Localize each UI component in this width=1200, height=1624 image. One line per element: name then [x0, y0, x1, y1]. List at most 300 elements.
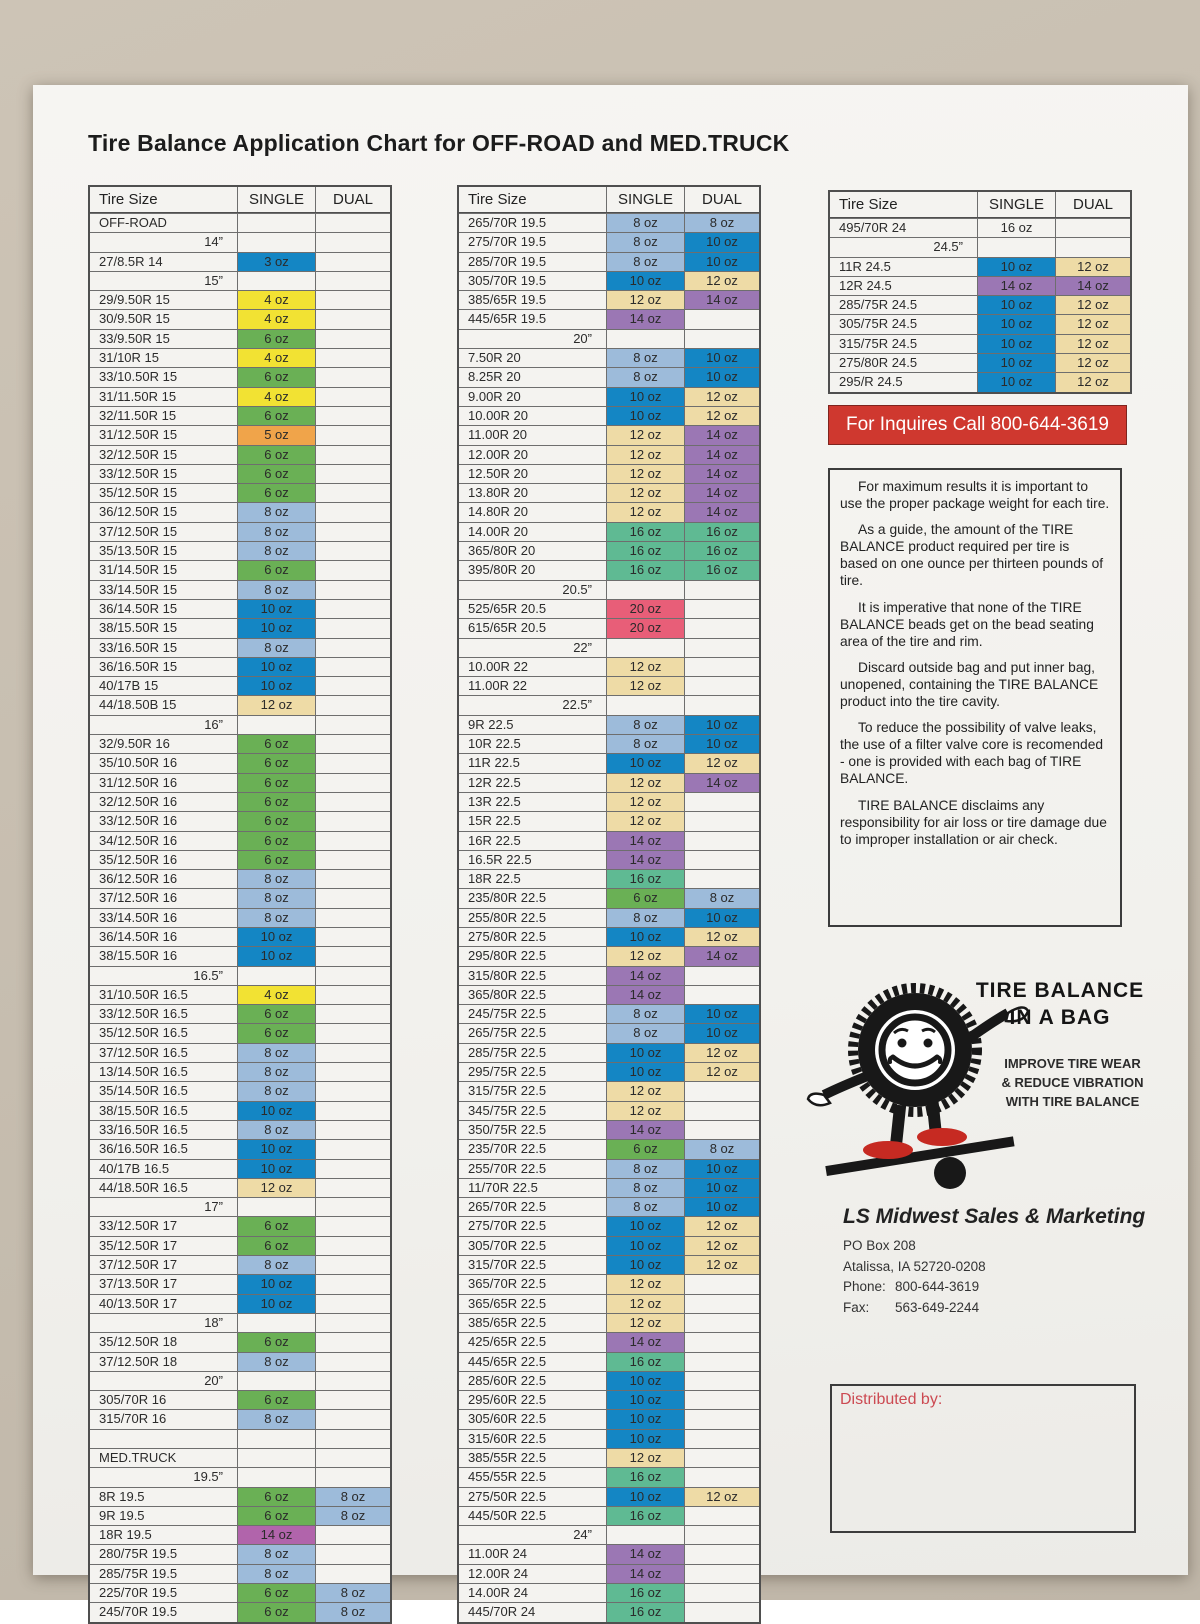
single-oz-cell: 6 oz — [238, 812, 316, 830]
dual-oz-cell — [1056, 219, 1130, 237]
tire-size-cell: 285/75R 19.5 — [90, 1565, 238, 1583]
single-oz-cell — [238, 233, 316, 251]
column-header: SINGLE — [978, 192, 1056, 217]
tire-size-cell: MED.TRUCK — [90, 1449, 238, 1467]
table-row — [459, 502, 759, 521]
single-oz-cell: 8 oz — [238, 639, 316, 657]
tire-size-cell: 37/12.50R 18 — [90, 1353, 238, 1371]
table-row — [90, 1294, 390, 1313]
instruction-paragraph: To reduce the possibility of valve leaks, the use of a filter valve core is recomended - one is provided with each bag of TIRE BALANCE. — [840, 720, 1104, 787]
tire-size-cell: 36/14.50R 15 — [90, 600, 238, 618]
single-oz-cell — [238, 1314, 316, 1332]
dual-oz-cell — [316, 1256, 390, 1274]
tire-size-cell: 295/80R 22.5 — [459, 947, 607, 965]
column-header: DUAL — [1072, 196, 1113, 213]
dual-oz-cell — [316, 1410, 390, 1428]
single-oz-cell: 8 oz — [238, 1121, 316, 1139]
tire-size-cell: 285/75R 22.5 — [459, 1044, 607, 1062]
table-row — [459, 1332, 759, 1351]
tire-size-cell: 36/14.50R 16 — [90, 928, 238, 946]
single-oz-cell — [607, 581, 685, 599]
tire-size-cell: 8.25R 20 — [459, 368, 607, 386]
dual-oz-cell — [685, 658, 759, 676]
single-oz-cell: 8 oz — [238, 523, 316, 541]
tire-size-cell: 40/17B 16.5 — [90, 1160, 238, 1178]
single-oz-cell: 10 oz — [607, 754, 685, 772]
tire-size-cell: 14” — [90, 233, 238, 251]
tire-size-cell: 37/12.50R 15 — [90, 523, 238, 541]
dual-oz-cell — [685, 1468, 759, 1486]
single-oz-cell: 10 oz — [607, 1488, 685, 1506]
dual-oz-cell — [685, 1333, 759, 1351]
dual-oz-cell: 12 oz — [685, 1488, 759, 1506]
table-row — [90, 734, 390, 753]
single-oz-cell: 6 oz — [238, 793, 316, 811]
table-row — [459, 483, 759, 502]
dual-oz-cell — [685, 310, 759, 328]
tire-size-cell: 14.80R 20 — [459, 503, 607, 521]
column-header: Tire Size — [90, 187, 238, 212]
table-row — [90, 1274, 390, 1293]
dual-oz-cell — [316, 1372, 390, 1390]
dual-oz-cell — [316, 967, 390, 985]
dual-oz-cell: 12 oz — [685, 928, 759, 946]
dual-oz-cell — [316, 851, 390, 869]
tire-size-cell: 32/12.50R 16 — [90, 793, 238, 811]
table-row — [459, 1004, 759, 1023]
single-oz-cell: 6 oz — [238, 465, 316, 483]
dual-oz-cell — [316, 561, 390, 579]
dual-oz-cell — [316, 1121, 390, 1139]
single-oz-cell: 14 oz — [607, 1565, 685, 1583]
table-row — [90, 1371, 390, 1390]
single-oz-cell: 10 oz — [607, 407, 685, 425]
dual-oz-cell — [316, 1044, 390, 1062]
dual-oz-cell — [316, 870, 390, 888]
single-oz-cell: 10 oz — [607, 1430, 685, 1448]
dual-oz-cell: 12 oz — [1056, 315, 1130, 333]
dual-oz-cell — [316, 1217, 390, 1235]
page-title: Tire Balance Application Chart for OFF-ROAD and MED.TRUCK — [88, 130, 790, 156]
tire-size-cell: 24” — [459, 1526, 607, 1544]
tire-size-cell: 27/8.5R 14 — [90, 253, 238, 271]
tire-size-cell: 36/16.50R 16.5 — [90, 1140, 238, 1158]
single-oz-cell: 8 oz — [607, 1005, 685, 1023]
table-row — [459, 1236, 759, 1255]
dual-oz-cell — [685, 619, 759, 637]
single-oz-cell: 8 oz — [607, 735, 685, 753]
tire-size-cell: 16R 22.5 — [459, 832, 607, 850]
tire-size-cell: 31/12.50R 15 — [90, 426, 238, 444]
single-oz-cell: 8 oz — [238, 889, 316, 907]
table-row — [459, 831, 759, 850]
single-oz-cell: 10 oz — [607, 1063, 685, 1081]
tire-size-cell: 365/70R 22.5 — [459, 1275, 607, 1293]
dual-oz-cell — [316, 1160, 390, 1178]
tire-size-cell: 33/16.50R 16.5 — [90, 1121, 238, 1139]
single-oz-cell: 8 oz — [607, 1024, 685, 1042]
dual-oz-cell — [685, 1584, 759, 1602]
tire-size-cell: 35/12.50R 16.5 — [90, 1024, 238, 1042]
single-oz-cell: 12 oz — [607, 774, 685, 792]
dual-oz-cell — [316, 1102, 390, 1120]
tire-size-cell: 265/70R 19.5 — [459, 214, 607, 232]
tire-size-cell: 36/12.50R 15 — [90, 503, 238, 521]
single-oz-cell: 8 oz — [238, 909, 316, 927]
tire-size-cell: 275/70R 22.5 — [459, 1217, 607, 1235]
single-oz-cell: 6 oz — [238, 1237, 316, 1255]
dual-oz-cell — [316, 812, 390, 830]
table-row — [459, 309, 759, 328]
company-address-line1: PO Box 208 — [843, 1238, 916, 1253]
single-oz-cell: 6 oz — [238, 754, 316, 772]
table-row — [90, 657, 390, 676]
tire-size-cell: 255/80R 22.5 — [459, 909, 607, 927]
table-row — [90, 1197, 390, 1216]
table-row — [459, 1081, 759, 1100]
table-row — [90, 483, 390, 502]
dual-oz-cell — [685, 696, 759, 714]
tire-size-cell: 11.00R 24 — [459, 1545, 607, 1563]
tire-size-cell: 40/13.50R 17 — [90, 1295, 238, 1313]
dual-oz-cell — [316, 1545, 390, 1563]
tire-size-cell: 9R 22.5 — [459, 716, 607, 734]
table-row — [459, 966, 759, 985]
dual-oz-cell — [316, 928, 390, 946]
table-row — [459, 1544, 759, 1563]
table-row — [90, 1236, 390, 1255]
table-row — [90, 676, 390, 695]
dual-oz-cell — [316, 658, 390, 676]
tire-size-cell: 33/12.50R 15 — [90, 465, 238, 483]
single-oz-cell: 14 oz — [607, 1545, 685, 1563]
dual-oz-cell: 12 oz — [1056, 373, 1130, 391]
single-oz-cell: 16 oz — [607, 523, 685, 541]
tire-size-cell: 365/80R 20 — [459, 542, 607, 560]
table-row — [90, 908, 390, 927]
dual-oz-cell — [685, 1526, 759, 1544]
dual-oz-cell: 12 oz — [685, 1044, 759, 1062]
tire-size-cell: 315/70R 22.5 — [459, 1256, 607, 1274]
dual-oz-cell — [685, 677, 759, 695]
table-row — [90, 406, 390, 425]
table-row — [459, 1023, 759, 1042]
dual-oz-cell — [316, 754, 390, 772]
dual-oz-cell — [316, 677, 390, 695]
tire-size-cell: 33/16.50R 15 — [90, 639, 238, 657]
tire-size-cell: 275/50R 22.5 — [459, 1488, 607, 1506]
column-header: Tire Size — [459, 187, 607, 212]
table-row — [90, 715, 390, 734]
single-oz-cell: 8 oz — [238, 870, 316, 888]
dual-oz-cell: 14 oz — [685, 465, 759, 483]
table-row — [459, 869, 759, 888]
single-oz-cell — [238, 1198, 316, 1216]
tire-size-cell: 295/R 24.5 — [830, 373, 978, 391]
dual-oz-cell — [316, 388, 390, 406]
single-oz-cell: 6 oz — [238, 561, 316, 579]
dual-oz-cell — [316, 1468, 390, 1486]
table-row — [459, 927, 759, 946]
table-row — [90, 425, 390, 444]
single-oz-cell: 10 oz — [238, 947, 316, 965]
single-oz-cell: 14 oz — [607, 310, 685, 328]
single-oz-cell: 6 oz — [238, 330, 316, 348]
dual-oz-cell — [316, 330, 390, 348]
tire-size-cell: 11.00R 20 — [459, 426, 607, 444]
dual-oz-cell — [316, 1430, 390, 1448]
table-row — [459, 1274, 759, 1293]
logo-tagline-line1: IMPROVE TIRE WEAR — [1004, 1056, 1141, 1071]
dual-oz-cell — [316, 368, 390, 386]
tire-size-cell: 31/12.50R 16 — [90, 774, 238, 792]
dual-oz-cell: 14 oz — [685, 484, 759, 502]
table-row — [830, 314, 1130, 333]
dual-oz-cell: 14 oz — [685, 774, 759, 792]
dual-oz-cell: 8 oz — [685, 1140, 759, 1158]
tire-size-cell: 32/12.50R 15 — [90, 446, 238, 464]
tire-size-cell: 24.5” — [830, 238, 978, 256]
single-oz-cell: 10 oz — [238, 1102, 316, 1120]
table-header-row — [830, 192, 1130, 218]
single-oz-cell: 10 oz — [607, 1044, 685, 1062]
single-oz-cell: 12 oz — [607, 484, 685, 502]
dual-oz-cell — [316, 214, 390, 232]
dual-oz-cell — [316, 1526, 390, 1544]
tire-size-cell: 17” — [90, 1198, 238, 1216]
tire-size-cell: 495/70R 24 — [830, 219, 978, 237]
single-oz-cell: 12 oz — [238, 1179, 316, 1197]
dual-oz-cell — [316, 1295, 390, 1313]
table-row — [90, 1043, 390, 1062]
tire-size-cell: 10.00R 22 — [459, 658, 607, 676]
single-oz-cell: 10 oz — [978, 373, 1056, 391]
tire-size-cell: 445/70R 24 — [459, 1603, 607, 1621]
logo-title-line2: IN A BAG — [1009, 1006, 1111, 1030]
tire-size-cell: 10.00R 20 — [459, 407, 607, 425]
tire-size-cell: 12R 24.5 — [830, 277, 978, 295]
tire-size-cell: 315/70R 16 — [90, 1410, 238, 1428]
single-oz-cell — [607, 1526, 685, 1544]
dual-oz-cell — [316, 1333, 390, 1351]
tire-size-cell: 35/12.50R 17 — [90, 1237, 238, 1255]
tire-size-cell: 38/15.50R 15 — [90, 619, 238, 637]
single-oz-cell: 10 oz — [978, 258, 1056, 276]
single-oz-cell — [607, 696, 685, 714]
dual-oz-cell — [316, 639, 390, 657]
table-row — [459, 1043, 759, 1062]
single-oz-cell: 6 oz — [238, 1584, 316, 1602]
table-row — [90, 1583, 390, 1602]
tire-size-cell: 22.5” — [459, 696, 607, 714]
table-row — [459, 560, 759, 579]
table-row — [459, 464, 759, 483]
table-row — [90, 1564, 390, 1583]
dual-oz-cell — [316, 1082, 390, 1100]
dual-oz-cell: 14 oz — [685, 947, 759, 965]
single-oz-cell: 20 oz — [607, 619, 685, 637]
table-row — [459, 271, 759, 290]
tire-size-cell: 32/9.50R 16 — [90, 735, 238, 753]
dual-oz-cell — [316, 600, 390, 618]
single-oz-cell — [238, 1372, 316, 1390]
table-row — [90, 1062, 390, 1081]
tire-size-cell: 16.5” — [90, 967, 238, 985]
dual-oz-cell: 14 oz — [685, 291, 759, 309]
table-row — [459, 213, 759, 232]
table-row — [90, 638, 390, 657]
table-row — [459, 580, 759, 599]
instruction-paragraph: It is imperative that none of the TIRE BALANCE beads get on the bead seating area of the tire and rim. — [840, 599, 1094, 649]
single-oz-cell: 6 oz — [238, 484, 316, 502]
table-row — [90, 1544, 390, 1563]
tire-size-cell: 9R 19.5 — [90, 1507, 238, 1525]
dual-oz-cell — [316, 793, 390, 811]
dual-oz-cell: 12 oz — [1056, 296, 1130, 314]
dual-oz-cell: 10 oz — [685, 368, 759, 386]
dual-oz-cell: 10 oz — [685, 349, 759, 367]
dual-oz-cell — [685, 1565, 759, 1583]
single-oz-cell: 16 oz — [607, 1353, 685, 1371]
table-row — [90, 1409, 390, 1428]
instructions-box — [828, 468, 1122, 927]
tire-size-cell: 31/14.50R 15 — [90, 561, 238, 579]
tire-size-cell: 265/70R 22.5 — [459, 1198, 607, 1216]
tire-size-cell: 265/75R 22.5 — [459, 1024, 607, 1042]
dual-oz-cell: 10 oz — [685, 1005, 759, 1023]
single-oz-cell: 6 oz — [238, 1217, 316, 1235]
tire-table-med-truck-col3 — [828, 190, 1132, 394]
tire-size-cell: 12.00R 24 — [459, 1565, 607, 1583]
table-row — [90, 773, 390, 792]
table-row — [459, 676, 759, 695]
tire-size-cell: 385/65R 22.5 — [459, 1314, 607, 1332]
tire-size-cell: 305/70R 16 — [90, 1391, 238, 1409]
dual-oz-cell: 14 oz — [685, 503, 759, 521]
table-row — [830, 237, 1130, 256]
single-oz-cell: 14 oz — [607, 1333, 685, 1351]
single-oz-cell: 8 oz — [238, 1353, 316, 1371]
tire-size-cell: 33/14.50R 16 — [90, 909, 238, 927]
table-row — [459, 1197, 759, 1216]
table-row — [830, 372, 1130, 391]
dual-oz-cell: 14 oz — [1056, 277, 1130, 295]
table-row — [459, 850, 759, 869]
phone-number: 800-644-3619 — [895, 1279, 980, 1295]
tire-size-cell: 275/80R 24.5 — [830, 354, 978, 372]
dual-oz-cell: 10 oz — [685, 735, 759, 753]
table-row — [459, 1409, 759, 1428]
instruction-paragraph: Discard outside bag and put inner bag, unopened, containing the TIRE BALANCE product into the tire cavity. — [840, 659, 1099, 710]
tire-size-cell: 18R 19.5 — [90, 1526, 238, 1544]
dual-oz-cell — [316, 349, 390, 367]
tire-size-cell: 22” — [459, 639, 607, 657]
table-row — [90, 1004, 390, 1023]
dual-oz-cell — [316, 291, 390, 309]
table-row — [459, 290, 759, 309]
tire-size-cell: 455/55R 22.5 — [459, 1468, 607, 1486]
single-oz-cell — [978, 238, 1056, 256]
single-oz-cell: 6 oz — [238, 832, 316, 850]
tire-size-cell: 305/70R 19.5 — [459, 272, 607, 290]
table-row — [90, 888, 390, 907]
dual-oz-cell — [316, 1140, 390, 1158]
single-oz-cell: 10 oz — [978, 335, 1056, 353]
dual-oz-cell — [316, 735, 390, 753]
single-oz-cell: 16 oz — [978, 219, 1056, 237]
table-row — [90, 966, 390, 985]
table-row — [90, 1313, 390, 1332]
single-oz-cell: 12 oz — [607, 1295, 685, 1313]
table-row — [90, 502, 390, 521]
single-oz-cell: 10 oz — [607, 1237, 685, 1255]
table-row — [90, 290, 390, 309]
dual-oz-cell — [316, 696, 390, 714]
dual-oz-cell: 16 oz — [685, 561, 759, 579]
dual-oz-cell — [316, 1449, 390, 1467]
dual-oz-cell: 12 oz — [685, 1217, 759, 1235]
tire-size-cell: 33/10.50R 15 — [90, 368, 238, 386]
tire-size-cell: 16.5R 22.5 — [459, 851, 607, 869]
dual-oz-cell: 12 oz — [685, 1256, 759, 1274]
table-row — [459, 1564, 759, 1583]
table-row — [459, 541, 759, 560]
single-oz-cell: 8 oz — [238, 1044, 316, 1062]
single-oz-cell: 10 oz — [978, 354, 1056, 372]
dual-oz-cell — [316, 542, 390, 560]
dual-oz-cell: 12 oz — [1056, 335, 1130, 353]
tire-size-cell: 295/60R 22.5 — [459, 1391, 607, 1409]
dual-oz-cell — [316, 426, 390, 444]
dual-oz-cell: 12 oz — [1056, 258, 1130, 276]
single-oz-cell: 8 oz — [607, 909, 685, 927]
table-row — [90, 1255, 390, 1274]
table-row — [90, 1429, 390, 1448]
table-row — [459, 734, 759, 753]
tire-size-cell: 35/12.50R 15 — [90, 484, 238, 502]
tire-size-cell: 235/80R 22.5 — [459, 889, 607, 907]
dual-oz-cell — [685, 851, 759, 869]
tire-size-cell: 14.00R 24 — [459, 1584, 607, 1602]
dual-oz-cell — [685, 1121, 759, 1139]
tire-size-cell: 305/60R 22.5 — [459, 1410, 607, 1428]
tire-size-cell: 20” — [90, 1372, 238, 1390]
dual-oz-cell — [316, 503, 390, 521]
logo-tagline-line3: WITH TIRE BALANCE — [1005, 1093, 1140, 1109]
single-oz-cell: 8 oz — [607, 1179, 685, 1197]
tire-size-cell: 365/80R 22.5 — [459, 986, 607, 1004]
single-oz-cell: 4 oz — [238, 291, 316, 309]
single-oz-cell: 8 oz — [607, 233, 685, 251]
tire-size-cell: 16” — [90, 716, 238, 734]
single-oz-cell: 8 oz — [607, 368, 685, 386]
table-row — [459, 425, 759, 444]
dual-oz-cell — [316, 523, 390, 541]
single-oz-cell: 10 oz — [238, 1160, 316, 1178]
distributed-by-box — [830, 1384, 1136, 1533]
tire-size-cell: 11/70R 22.5 — [459, 1179, 607, 1197]
dual-oz-cell: 16 oz — [685, 542, 759, 560]
company-phone-line — [843, 1278, 1173, 1296]
logo-tagline-line2: & REDUCE VIBRATION — [1001, 1074, 1144, 1090]
table-row — [90, 1352, 390, 1371]
single-oz-cell: 12 oz — [607, 503, 685, 521]
dual-oz-cell: 12 oz — [685, 388, 759, 406]
single-oz-cell: 12 oz — [607, 291, 685, 309]
instruction-paragraph: As a guide, the amount of the TIRE BALANCE product required per tire is based on one ounce per thirteen pounds of tire. — [840, 522, 1104, 589]
table-row — [90, 831, 390, 850]
dual-oz-cell: 12 oz — [685, 1237, 759, 1255]
